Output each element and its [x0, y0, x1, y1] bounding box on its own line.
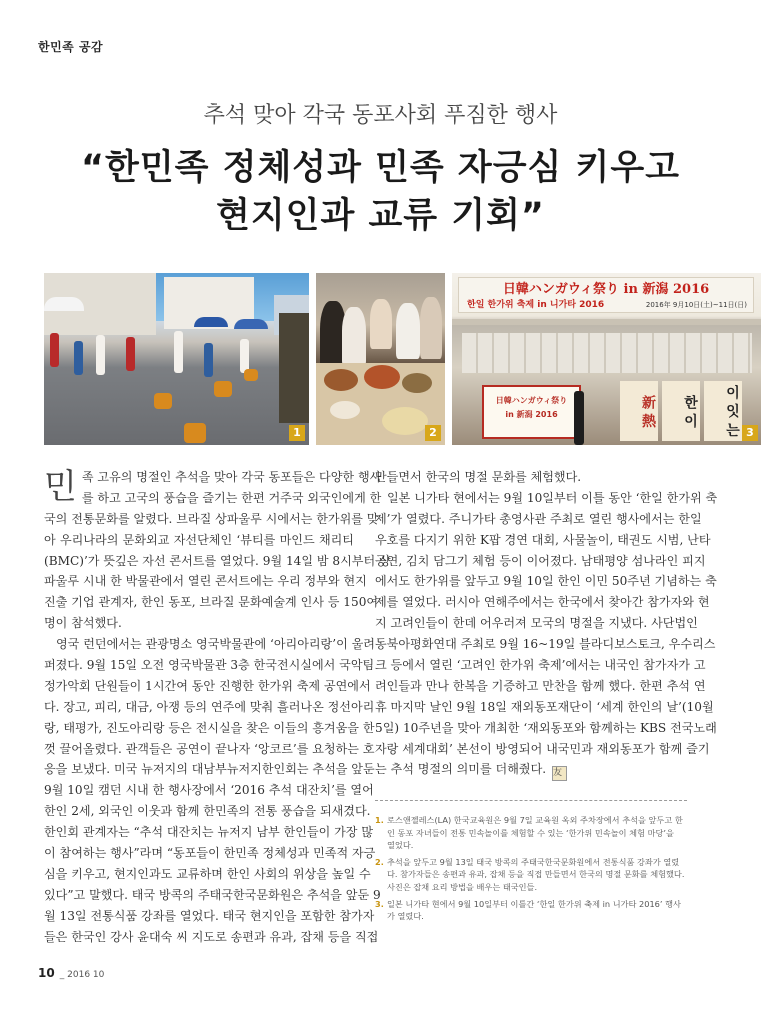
body-line: 휴 마지막 날인 9월 18일 재외동포재단이 ‘세계 한인의 날’(10월 — [375, 699, 714, 714]
body-line: 려인들과 만나 한복을 기증하고 만찬을 함께 했다. 한편 추석 연 — [375, 678, 706, 693]
caption-divider — [375, 800, 687, 801]
body-line: 족 고유의 명절인 추석을 맞아 각국 동포들은 다양한 행사 — [81, 470, 382, 484]
photo-number-2: 2 — [425, 425, 441, 441]
body-line: 한인회 관계자는 “추석 대잔치는 뉴저지 남부 한인들이 가장 많 — [44, 825, 374, 840]
caption-line: 가 열렸다. — [387, 911, 424, 922]
caption-number: 2. — [375, 856, 384, 867]
article-left-column — [44, 467, 391, 947]
caption-item — [375, 814, 690, 852]
body-line: 국의 전통문화를 알렸다. 브라질 상파울루 시에서는 한가위를 맞 — [44, 511, 379, 526]
body-line: 응을 보냈다. 미국 뉴저지의 대남부뉴저지한인회는 추석을 앞둔 — [44, 762, 375, 777]
body-line: 다. 장고, 피리, 대금, 아쟁 등의 연주에 맞춰 흘러나온 정선아리 — [44, 699, 375, 714]
banner-korean-title: 한일 한가위 축제 in 니가타 2016 — [467, 300, 605, 310]
body-line: 아 우리나라의 문화외교 자선단체인 ‘뷰티를 마인드 채리티 — [44, 532, 354, 547]
stage-sign-line-2: in 新潟 2016 — [505, 410, 558, 419]
section-label: 한민족 공감 — [38, 40, 104, 54]
caption-line: 다. 참가자들은 송편과 유과, 잡채 등을 직접 만들면서 한국의 명절 문화를 체험했다. — [387, 869, 685, 880]
body-line: (BMC)’가 뜻깊은 자선 콘서트를 열었다. 9월 14일 밤 8시부터 상 — [44, 553, 391, 568]
stage-sign — [482, 385, 581, 439]
caption-line: 추석을 앞두고 9월 13일 태국 방콕의 주태국한국문화원에서 전통식품 강좌가 열렸 — [387, 856, 680, 867]
stage-sign-line-1: 日韓ハンガウィ祭り — [495, 396, 568, 405]
caption-number: 1. — [375, 815, 384, 825]
body-line: 있다”고 말했다. 태국 방콕의 주태국한국문화원은 추석을 앞둔 9 — [44, 887, 381, 902]
end-mark-icon: 友 — [552, 766, 567, 781]
body-line: 5일) 10주년을 맞아 개최한 ‘재외동포와 함께하는 KBS 전국노래 — [375, 720, 717, 735]
page-footer — [38, 962, 104, 981]
headline-line-1: “한민족 정체성과 민족 자긍심 키우고 — [81, 148, 680, 188]
body-line: 정가악회 단원들이 1시간여 동안 진행한 한가위 축제 공연에서 — [44, 678, 371, 693]
festival-banner — [458, 277, 754, 313]
calligraphy-panel-1: 新 熱 — [620, 381, 658, 441]
body-line-final — [375, 759, 688, 780]
headline-line-2: 현지인과 교류 기회” — [216, 196, 545, 236]
body-line: 제를 열었다. 러시아 연해주에서는 한국에서 찾아간 참가자와 현 — [375, 595, 710, 610]
body-line: 한인 2세, 외국인 이웃과 함께 한민족의 전통 풍습을 되새겼다. — [44, 804, 371, 819]
article-right-column — [375, 467, 718, 780]
photo-1-folk-festival — [44, 273, 309, 445]
photo-2-cooking-class — [316, 273, 445, 445]
calligraphy-panel-2: 한 이 — [662, 381, 700, 441]
body-line: 심을 키우고, 현지인과도 교류하며 한인 사회의 위상을 높일 수 — [44, 866, 371, 881]
body-line: 진출 기업 관계자, 한인 동포, 브라질 문화예술계 인사 등 150여 — [44, 595, 379, 610]
body-line: 껏 끌어올렸다. 관객들은 공연이 끝나자 ‘앙코르’를 요청하는 호 — [44, 741, 375, 756]
body-line: 우호를 다지기 위한 K팝 경연 대회, 사물놀이, 태권도 시범, 난타 — [375, 532, 711, 547]
caption-line: 로스앤젤레스(LA) 한국교육원은 9월 7일 교육원 옥외 주차장에서 추석을 앞두고 한 — [387, 815, 683, 825]
caption-number: 3. — [375, 898, 384, 909]
dropcap: 민 — [44, 467, 77, 507]
caption-line: 인 동포 자녀들이 전통 민속놀이를 체험할 수 있는 ‘한가위 민속놀이 체험 마당’을 — [387, 827, 674, 838]
caption-item — [375, 898, 690, 923]
body-line: 지 고려인들이 한데 어우러져 모국의 명절을 지냈다. 사단법인 — [375, 616, 698, 631]
photo-captions — [375, 814, 690, 927]
body-line: 만들면서 한국의 명절 문화를 체험했다. — [375, 470, 582, 484]
body-line: 공연, 김치 담그기 체험 등이 이어졌다. 남태평양 섬나라인 피지 — [375, 553, 706, 568]
banner-date: 2016年 9月10日(土)~11日(日) — [645, 301, 747, 309]
body-line: 월 13일 전통식품 강좌를 열었다. 태국 현지인을 포함한 참가자 — [44, 908, 375, 923]
body-line: 영국 런던에서는 관광명소 영국박물관에 ‘아리아리랑’이 울려 — [56, 637, 375, 652]
body-line-final-text: 는 추석 명절의 의미를 더해줬다. — [375, 762, 547, 777]
photo-number-1: 1 — [289, 425, 305, 441]
banner-japanese-title: 日韓ハンガウィ祭り in 新潟 2016 — [502, 282, 710, 297]
body-line: 일본 니가타 현에서는 9월 10일부터 이틀 동안 ‘한일 한가위 축 — [387, 490, 718, 505]
body-line: 들은 한국인 강사 윤대숙 씨 지도로 송편과 유과, 잡채 등을 직접 — [44, 929, 379, 944]
caption-line: 일본 니가타 현에서 9월 10일부터 이틀간 ‘한일 한가위 축제 in 니가타 2016’ 행사 — [387, 898, 681, 909]
body-line: 명이 참석했다. — [44, 616, 122, 631]
body-line: 파울루 시내 한 박물관에서 열린 콘서트에는 우리 정부와 현지 — [44, 574, 367, 589]
body-line: 자랑 세계대회’ 본선이 방영되어 내국민과 재외동포가 함께 즐기 — [375, 741, 710, 756]
photo-number-3: 3 — [742, 425, 758, 441]
body-line: 이 참여하는 행사”라며 “동포들이 한민족 정체성과 민족적 자긍 — [44, 846, 376, 861]
body-line: 랑, 태평가, 진도아리랑 등은 전시실을 찾은 이들의 흥겨움을 한 — [44, 720, 375, 735]
caption-item — [375, 856, 690, 894]
issue-date: _ 2016 10 — [59, 970, 105, 980]
body-line: 를 하고 고국의 풍습을 즐기는 한편 거주국 외국인에게 한 — [81, 490, 382, 505]
body-line: 동북아평화연대 주최로 9월 16~19일 블라디보스토크, 우수리스 — [375, 637, 716, 652]
body-line: 9월 10일 캠던 시내 한 행사장에서 ‘2016 추석 대잔치’를 열어 — [44, 783, 374, 798]
body-line: 퍼졌다. 9월 15일 오전 영국박물관 3층 한국전시실에서 국악팀 — [44, 658, 375, 673]
article-subtitle: 추석 맞아 각국 동포사회 푸짐한 행사 — [203, 103, 558, 128]
caption-line: 사진은 잡채 요리 방법을 배우는 태국인들. — [387, 881, 538, 892]
page-number: 10 — [38, 966, 55, 980]
body-line: 제’가 열렸다. 주니가타 총영사관 주최로 열린 행사에서는 한일 — [375, 511, 702, 526]
photo-3-niigata-festival — [452, 273, 761, 445]
body-line: 크 등에서 열린 ‘고려인 한가위 축제’에서는 내국인 참가자가 고 — [375, 658, 706, 673]
caption-line: 열었다. — [387, 840, 414, 851]
calligraphy-panel-3: 이 잇 는 — [704, 381, 742, 441]
body-line: 에서도 한가위를 앞두고 9월 10일 한인 이민 50주년 기념하는 축 — [375, 574, 717, 589]
